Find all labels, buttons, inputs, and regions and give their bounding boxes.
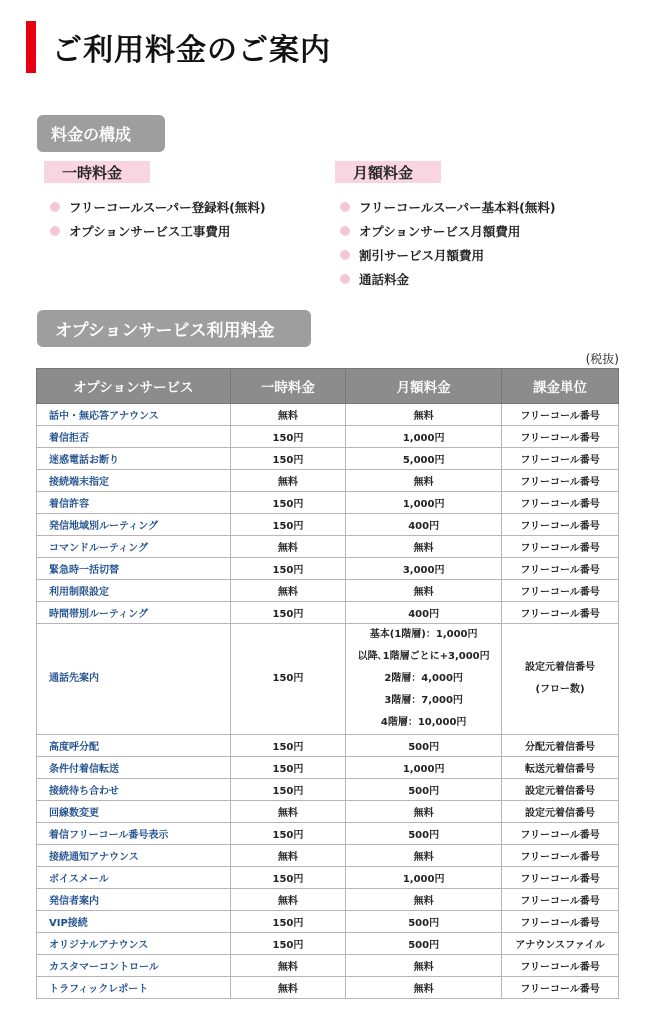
cell-one-time: 無料 (230, 955, 346, 977)
cell-one-time: 150円 (230, 558, 346, 580)
cell-service: 着信拒否 (37, 426, 231, 448)
cell-unit: 設定元着信番号 (502, 779, 619, 801)
cell-one-time: 150円 (230, 735, 346, 757)
cell-monthly: 1,000円 (346, 757, 502, 779)
cell-service: トラフィックレポート (37, 977, 231, 999)
page-title: ご利用料金のご案内 (52, 33, 331, 68)
bullet-dot-icon (340, 250, 350, 260)
cell-one-time: 150円 (230, 757, 346, 779)
cell-one-time: 150円 (230, 602, 346, 624)
cell-unit: フリーコール番号 (502, 514, 619, 536)
tax-note: (税抜) (585, 352, 619, 366)
header-monthly: 月額料金 (346, 369, 502, 404)
cell-service: 緊急時一括切替 (37, 558, 231, 580)
cell-service: カスタマーコントロール (37, 955, 231, 977)
cell-unit: フリーコール番号 (502, 492, 619, 514)
cell-unit: フリーコール番号 (502, 602, 619, 624)
cell-monthly: 500円 (346, 735, 502, 757)
cell-one-time: 150円 (230, 426, 346, 448)
cell-one-time: 無料 (230, 977, 346, 999)
cell-one-time: 無料 (230, 404, 346, 426)
cell-service: 条件付着信転送 (37, 757, 231, 779)
cell-service: 着信許容 (37, 492, 231, 514)
cell-monthly: 500円 (346, 911, 502, 933)
one-time-fee-heading: 一時料金 (44, 161, 150, 183)
table-row (37, 514, 619, 536)
bullet-dot-icon (50, 202, 60, 212)
cell-monthly: 無料 (346, 801, 502, 823)
bullet-dot-icon (340, 202, 350, 212)
cell-unit: フリーコール番号 (502, 558, 619, 580)
list-item: オプションサービス工事費用 (50, 219, 266, 243)
cell-one-time: 無料 (230, 845, 346, 867)
bullet-dot-icon (340, 226, 350, 236)
table-row (37, 536, 619, 558)
cell-monthly: 500円 (346, 779, 502, 801)
cell-service: 時間帯別ルーティング (37, 602, 231, 624)
table-row (37, 801, 619, 823)
cell-monthly: 無料 (346, 977, 502, 999)
cell-one-time: 150円 (230, 514, 346, 536)
header-unit: 課金単位 (502, 369, 619, 404)
cell-one-time: 150円 (230, 933, 346, 955)
monthly-fee-list (340, 195, 556, 291)
cell-monthly: 5,000円 (346, 448, 502, 470)
cell-one-time: 無料 (230, 889, 346, 911)
cell-service: コマンドルーティング (37, 536, 231, 558)
cell-unit: 転送元着信番号 (502, 757, 619, 779)
table-row (37, 757, 619, 779)
cell-one-time: 無料 (230, 580, 346, 602)
cell-one-time: 無料 (230, 536, 346, 558)
cell-one-time: 150円 (230, 911, 346, 933)
cell-unit: フリーコール番号 (502, 889, 619, 911)
cell-one-time: 150円 (230, 823, 346, 845)
table-row (37, 845, 619, 867)
cell-monthly: 基本(1階層)：1,000円 以降､1階層ごとに+3,000円 2階層：4,000円 3階層：7,000円 4階層：10,000円 (346, 624, 502, 735)
cell-unit: フリーコール番号 (502, 823, 619, 845)
cell-unit: フリーコール番号 (502, 426, 619, 448)
cell-unit: フリーコール番号 (502, 845, 619, 867)
cell-one-time: 150円 (230, 779, 346, 801)
table-row (37, 823, 619, 845)
cell-service: 接続端末指定 (37, 470, 231, 492)
cell-monthly: 1,000円 (346, 867, 502, 889)
table-row (37, 955, 619, 977)
cell-monthly: 500円 (346, 823, 502, 845)
cell-service: 着信フリーコール番号表示 (37, 823, 231, 845)
cell-unit: アナウンスファイル (502, 933, 619, 955)
cell-monthly: 無料 (346, 955, 502, 977)
cell-monthly: 1,000円 (346, 492, 502, 514)
cell-unit: フリーコール番号 (502, 580, 619, 602)
header-one-time: 一時料金 (230, 369, 346, 404)
table-row (37, 933, 619, 955)
bullet-dot-icon (340, 274, 350, 284)
list-item: 割引サービス月額費用 (340, 243, 556, 267)
cell-unit: フリーコール番号 (502, 955, 619, 977)
cell-service: ボイスメール (37, 867, 231, 889)
list-item: 通話料金 (340, 267, 556, 291)
cell-unit: フリーコール番号 (502, 536, 619, 558)
cell-monthly: 400円 (346, 602, 502, 624)
cell-service: 迷惑電話お断り (37, 448, 231, 470)
table-row (37, 602, 619, 624)
cell-one-time: 150円 (230, 867, 346, 889)
option-fee-table (36, 368, 619, 999)
table-row (37, 624, 619, 735)
cell-service: 話中・無応答アナウンス (37, 404, 231, 426)
cell-service: 利用制限設定 (37, 580, 231, 602)
cell-unit: 分配元着信番号 (502, 735, 619, 757)
cell-one-time: 無料 (230, 470, 346, 492)
cell-service: 接続待ち合わせ (37, 779, 231, 801)
table-row (37, 735, 619, 757)
cell-monthly: 3,000円 (346, 558, 502, 580)
cell-service: 接続通知アナウンス (37, 845, 231, 867)
cell-unit: 設定元着信番号 (502, 801, 619, 823)
table-row (37, 404, 619, 426)
section-label-option-fees: オプションサービス利用料金 (37, 310, 311, 347)
table-row (37, 426, 619, 448)
monthly-fee-heading: 月額料金 (335, 161, 441, 183)
section-label-fee-structure: 料金の構成 (37, 115, 165, 152)
cell-monthly: 500円 (346, 933, 502, 955)
cell-one-time: 150円 (230, 448, 346, 470)
list-item: オプションサービス月額費用 (340, 219, 556, 243)
table-row (37, 470, 619, 492)
cell-service: 通話先案内 (37, 624, 231, 735)
cell-service: オリジナルアナウンス (37, 933, 231, 955)
cell-service: 発信者案内 (37, 889, 231, 911)
cell-monthly: 無料 (346, 470, 502, 492)
cell-monthly: 無料 (346, 580, 502, 602)
cell-one-time: 無料 (230, 801, 346, 823)
cell-monthly: 無料 (346, 889, 502, 911)
cell-one-time: 150円 (230, 492, 346, 514)
cell-unit: 設定元着信番号 (フロー数) (502, 624, 619, 735)
table-row (37, 779, 619, 801)
cell-service: 高度呼分配 (37, 735, 231, 757)
header-service: オプションサービス (37, 369, 231, 404)
title-accent-bar (26, 21, 36, 73)
table-row (37, 867, 619, 889)
cell-service: VIP接続 (37, 911, 231, 933)
cell-service: 回線数変更 (37, 801, 231, 823)
cell-one-time: 150円 (230, 624, 346, 735)
cell-unit: フリーコール番号 (502, 448, 619, 470)
table-row (37, 492, 619, 514)
cell-monthly: 無料 (346, 845, 502, 867)
table-row (37, 580, 619, 602)
bullet-dot-icon (50, 226, 60, 236)
cell-unit: フリーコール番号 (502, 470, 619, 492)
page-header (26, 21, 331, 73)
cell-unit: フリーコール番号 (502, 404, 619, 426)
table-row (37, 448, 619, 470)
one-time-fee-list (50, 195, 266, 243)
cell-monthly: 1,000円 (346, 426, 502, 448)
cell-monthly: 無料 (346, 404, 502, 426)
cell-unit: フリーコール番号 (502, 977, 619, 999)
table-row (37, 889, 619, 911)
cell-monthly: 無料 (346, 536, 502, 558)
table-row (37, 558, 619, 580)
table-row (37, 977, 619, 999)
list-item: フリーコールスーパー基本料(無料) (340, 195, 556, 219)
table-header-row (37, 369, 619, 404)
cell-unit: フリーコール番号 (502, 911, 619, 933)
list-item: フリーコールスーパー登録料(無料) (50, 195, 266, 219)
table-row (37, 911, 619, 933)
cell-service: 発信地域別ルーティング (37, 514, 231, 536)
cell-unit: フリーコール番号 (502, 867, 619, 889)
cell-monthly: 400円 (346, 514, 502, 536)
